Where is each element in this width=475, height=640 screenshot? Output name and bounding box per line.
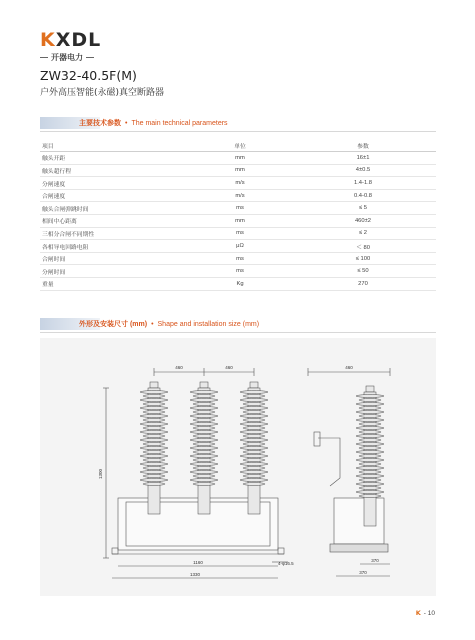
param-value: ＜ 80 [290,240,436,253]
table-row [40,177,436,190]
table-row [40,164,436,177]
page-mark: K [415,609,421,617]
param-name: 各相导电回路电阻 [40,240,190,253]
param-unit: mm [190,164,290,177]
installation-drawing [40,338,436,596]
page-number-text: - 10 [423,609,435,617]
param-value: 1.4-1.8 [290,177,436,190]
table-row [40,278,436,291]
table-row [40,152,436,165]
pole-left [140,382,168,514]
param-name: 三相分合闸不同期性 [40,227,190,240]
table-row [40,189,436,202]
dim-side-base-1: 370 [371,558,379,563]
dim-side-top: 460 [345,365,353,370]
param-unit: mm [190,215,290,228]
header-unit: 单位 [190,139,290,152]
section2-rule [40,332,436,333]
param-value: 460±2 [290,215,436,228]
section2-cn: 外形及安装尺寸 (mm) [79,321,148,328]
dim-height: 1300 [98,468,103,480]
logo-mark [40,30,104,50]
header-item: 项目 [40,139,190,152]
param-name: 分闸时间 [40,265,190,278]
dim-phase-2: 460 [225,365,233,370]
param-unit: ms [190,265,290,278]
param-value: 270 [290,278,436,291]
section2-en: Shape and installation size (mm) [157,321,260,328]
product-subtitle: 户外高压智能(永磁)真空断路器 [40,88,165,98]
section1-rule [40,131,436,132]
param-value: 4±0.5 [290,164,436,177]
param-unit: ms [190,227,290,240]
logo-subtitle [40,52,104,63]
param-unit: ms [190,202,290,215]
brand-logo [40,30,104,64]
param-unit: m/s [190,177,290,190]
section1-cn: 主要技术参数 [79,120,121,127]
dim-mount: 1160 [193,560,203,565]
logo-text: XDL [55,29,102,51]
param-name: 合闸速度 [40,189,190,202]
table-row [40,215,436,228]
header-value: 参数 [290,139,436,152]
page-number [416,609,435,617]
param-name: 分闸速度 [40,177,190,190]
section-shape-size: 外形及安装尺寸 (mm) • Shape and installation size (mm) [40,318,259,330]
parameters-table [40,139,436,291]
logo-sub-text: 开器电力 [51,53,83,62]
param-unit: ms [190,252,290,265]
pole-middle [190,382,218,514]
param-value: ≤ 5 [290,202,436,215]
param-value: 16±1 [290,152,436,165]
dim-holes: 4-φ16.5 [278,561,294,566]
table-header-row [40,139,436,152]
param-name: 相间中心距离 [40,215,190,228]
param-name: 合闸时间 [40,252,190,265]
param-unit: mm [190,152,290,165]
param-unit: m/s [190,189,290,202]
table-row [40,202,436,215]
pole-right [240,382,268,514]
drawing-svg [40,338,436,596]
param-value: ≤ 2 [290,227,436,240]
logo-k: K [40,29,56,51]
dim-side-base-2: 370 [359,570,367,575]
param-name: 重量 [40,278,190,291]
param-unit: μΩ [190,240,290,253]
table-row [40,240,436,253]
table-row [40,265,436,278]
param-name: 触头合闸弹跳时间 [40,202,190,215]
param-value: 0.4-0.8 [290,189,436,202]
dim-phase-1: 460 [175,365,183,370]
param-name: 触头开距 [40,152,190,165]
dim-total: 1330 [189,572,201,577]
param-name: 触头超行程 [40,164,190,177]
table-row [40,227,436,240]
section1-en: The main technical parameters [131,120,228,127]
table-row [40,252,436,265]
section-technical-parameters: 主要技术参数 • The main technical parameters [40,117,228,129]
product-model: ZW32-40.5F(M) [40,68,137,83]
param-unit: Kg [190,278,290,291]
param-value: ≤ 100 [290,252,436,265]
param-value: ≤ 50 [290,265,436,278]
